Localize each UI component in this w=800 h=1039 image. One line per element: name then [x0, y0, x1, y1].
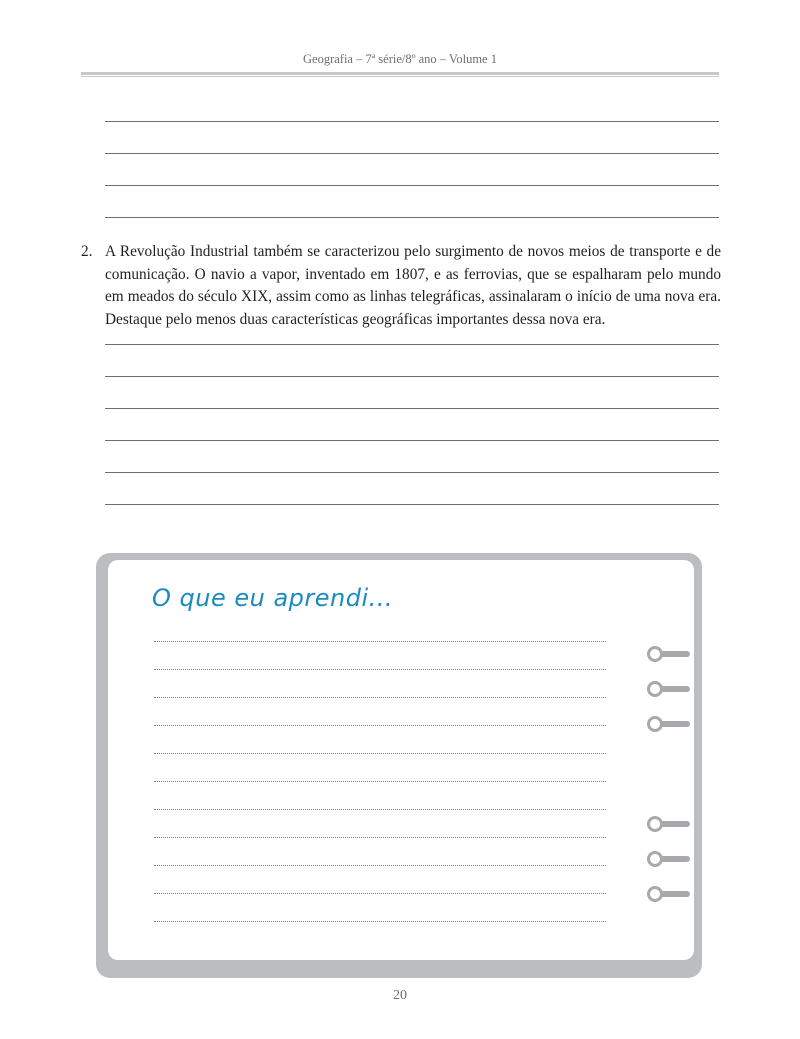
notebook-line[interactable] [154, 837, 606, 838]
question-number: 2. [81, 243, 93, 260]
header-rule [81, 72, 719, 75]
answer-line[interactable] [105, 408, 719, 409]
notebook-line[interactable] [154, 781, 606, 782]
binder-ring-tail [660, 821, 690, 827]
answer-line[interactable] [105, 153, 719, 154]
notebook-line[interactable] [154, 669, 606, 670]
binder-ring-tail [660, 686, 690, 692]
notebook-line[interactable] [154, 921, 606, 922]
binder-ring-icon [647, 716, 663, 732]
answer-line[interactable] [105, 344, 719, 345]
running-header: Geografia – 7ª série/8º ano – Volume 1 [303, 52, 497, 66]
answer-line[interactable] [105, 376, 719, 377]
header-rule [81, 76, 719, 77]
notebook-line[interactable] [154, 809, 606, 810]
notebook-line[interactable] [154, 753, 606, 754]
binder-ring-icon [647, 886, 663, 902]
notebook-title: O que eu aprendi... [152, 584, 394, 612]
question-2 [81, 241, 721, 331]
page-number: 20 [393, 988, 407, 1003]
notebook-line[interactable] [154, 697, 606, 698]
binder-ring-icon [647, 816, 663, 832]
answer-line[interactable] [105, 217, 719, 218]
binder-ring-icon [647, 851, 663, 867]
binder-ring-tail [660, 891, 690, 897]
notebook-page [108, 560, 694, 960]
notebook-line[interactable] [154, 641, 606, 642]
binder-ring-tail [660, 651, 690, 657]
binder-ring-icon [647, 646, 663, 662]
binder-ring-tail [660, 721, 690, 727]
answer-line[interactable] [105, 185, 719, 186]
notebook-line[interactable] [154, 865, 606, 866]
question-text: A Revolução Industrial também se caracterizou pelo surgimento de novos meios de transporte e de comunicação. O navio a vapor, inventado em 1807, e as ferrovias, que se espalharam pelo mundo em meados do século XIX, assim como as linhas telegráficas, assinalaram o início de uma nova era. Destaque pelo menos duas características geográficas importantes dessa nova era. [105, 243, 721, 328]
answer-line[interactable] [105, 121, 719, 122]
notebook-line[interactable] [154, 893, 606, 894]
answer-line[interactable] [105, 472, 719, 473]
binder-ring-tail [660, 856, 690, 862]
notebook-line[interactable] [154, 725, 606, 726]
answer-line[interactable] [105, 504, 719, 505]
binder-ring-icon [647, 681, 663, 697]
answer-line[interactable] [105, 440, 719, 441]
